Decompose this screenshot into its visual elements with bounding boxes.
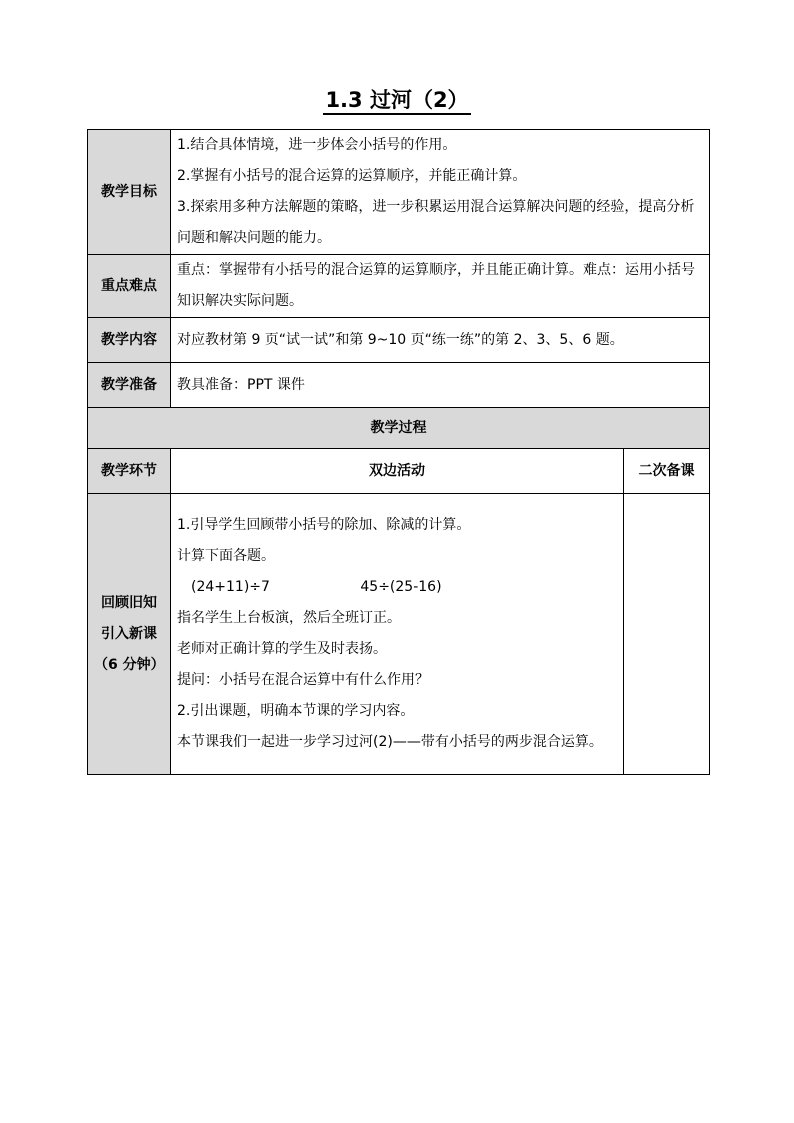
review-stage-line2: 引入新课 [101, 625, 157, 642]
objectives-row [88, 130, 710, 255]
review-stage-line3: （6 分钟） [94, 656, 165, 673]
col-stage-header: 教学环节 [88, 449, 171, 494]
content-text: 对应教材第 9 页“试一试”和第 9~10 页“练一练”的第 2、3、5、6 题。 [171, 318, 710, 363]
expression-2: 45÷(25-16) [360, 579, 442, 595]
review-line-2: 计算下面各题。 [177, 548, 275, 564]
review-line-3: 指名学生上台板演，然后全班订正。 [177, 610, 401, 626]
objective-3: 3.探索用多种方法解题的策略，进一步积累运用混合运算解决问题的经验，提高分析问题和解决问题的能力。 [177, 199, 695, 246]
review-row [88, 494, 710, 775]
review-line-7: 本节课我们一起进一步学习过河(2)——带有小括号的两步混合运算。 [177, 734, 603, 750]
objectives-content [171, 130, 710, 255]
objective-1: 1.结合具体情境，进一步体会小括号的作用。 [177, 137, 457, 153]
key-points-label: 重点难点 [88, 255, 171, 318]
review-line-4: 老师对正确计算的学生及时表扬。 [177, 641, 387, 657]
review-line-1: 1.引导学生回顾带小括号的除加、除减的计算。 [177, 517, 471, 533]
review-activity [171, 494, 624, 775]
preparation-row [88, 363, 710, 408]
objective-2: 2.掌握有小括号的混合运算的运算顺序，并能正确计算。 [177, 168, 527, 184]
preparation-label: 教学准备 [88, 363, 171, 408]
review-stage-line1: 回顾旧知 [101, 594, 157, 611]
col-activity-header: 双边活动 [171, 449, 624, 494]
lesson-plan-table [87, 129, 710, 775]
review-expressions [177, 572, 617, 603]
expression-1: (24+11)÷7 [191, 579, 270, 595]
process-section-title: 教学过程 [88, 408, 710, 449]
page-title [0, 84, 794, 114]
objectives-label: 教学目标 [88, 130, 171, 255]
content-label: 教学内容 [88, 318, 171, 363]
key-points-text: 重点：掌握带有小括号的混合运算的运算顺序，并且能正确计算。难点：运用小括号知识解决实际问题。 [177, 262, 695, 309]
review-line-6: 2.引出课题，明确本节课的学习内容。 [177, 703, 415, 719]
key-points-row [88, 255, 710, 318]
page-title-text: 1.3 过河（2） [323, 88, 470, 115]
preparation-text: 教具准备：PPT 课件 [171, 363, 710, 408]
process-section-row [88, 408, 710, 449]
review-notes [624, 494, 710, 775]
process-header-row [88, 449, 710, 494]
key-points-content [171, 255, 710, 318]
col-notes-header: 二次备课 [624, 449, 710, 494]
review-line-5: 提问：小括号在混合运算中有什么作用？ [177, 672, 429, 688]
review-stage-label [88, 494, 171, 775]
content-row [88, 318, 710, 363]
